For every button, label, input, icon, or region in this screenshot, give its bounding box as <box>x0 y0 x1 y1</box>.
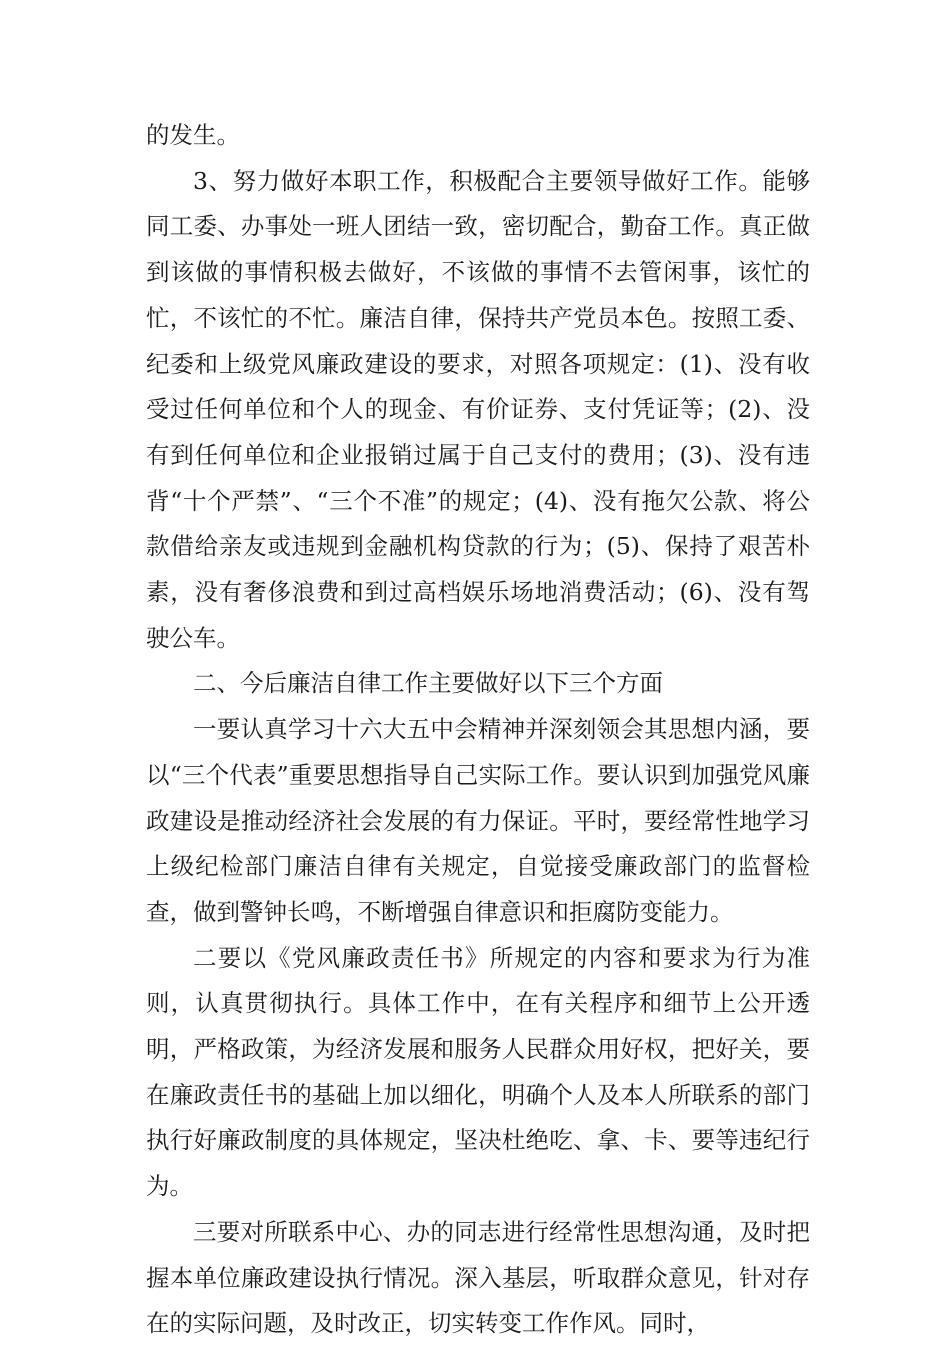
paragraph-point-1: 一要认真学习十六大五中会精神并深刻领会其思想内涵，要以“三个代表”重要思想指导自己实际工作。要认识到加强党风廉政建设是推动经济社会发展的有力保证。平时，要经常性地学习上级纪检部门廉洁自律有关规定，自觉接受廉政部门的监督检查，做到警钟长鸣，不断增强自律意识和拒腐防变能力。 <box>146 715 810 926</box>
paragraph-point-3: 三要对所联系中心、办的同志进行经常性思想沟通，及时把握本单位廉政建设执行情况。深入基层，听取群众意见，针对存在的实际问题，及时改正，切实转变工作作风。同时， <box>146 1217 810 1338</box>
document-body <box>146 113 810 1347</box>
section-heading-2: 二、今后廉洁自律工作主要做好以下三个方面 <box>193 669 663 698</box>
paragraph-item-3: 3、努力做好本职工作，积极配合主要领导做好工作。能够同工委、办事处一班人团结一致，密切配合，勤奋工作。真正做到该做的事情积极去做好，不该做的事情不去管闲事，该忙的忙，不该忙的不忙。廉洁自律，保持共产党员本色。按照工委、纪委和上级党风廉政建设的要求，对照各项规定：(1)、没有收受过任何单位和个人的现金、有价证券、支付凭证等；(2)、没有到任何单位和企业报销过属于自己支付的费用；(3)、没有违背“十个严禁”、“三个不准”的规定；(4)、没有拖欠公款、将公款借给亲友或违规到金融机构贷款的行为；(5)、保持了艰苦朴素，没有奢侈浪费和到过高档娱乐场地消费活动；(6)、没有驾驶公车。 <box>146 166 810 652</box>
paragraph-point-2: 二要以《党风廉政责任书》所规定的内容和要求为行为准则，认真贯彻执行。具体工作中，在有关程序和细节上公开透明，严格政策，为经济发展和服务人民群众用好权，把好关，要在廉政责任书的基础上加以细化，明确个人及本人所联系的部门执行好廉政制度的具体规定，坚决杜绝吃、拿、卡、要等违纪行为。 <box>146 943 810 1201</box>
paragraph-continuation: 的发生。 <box>146 121 240 149</box>
